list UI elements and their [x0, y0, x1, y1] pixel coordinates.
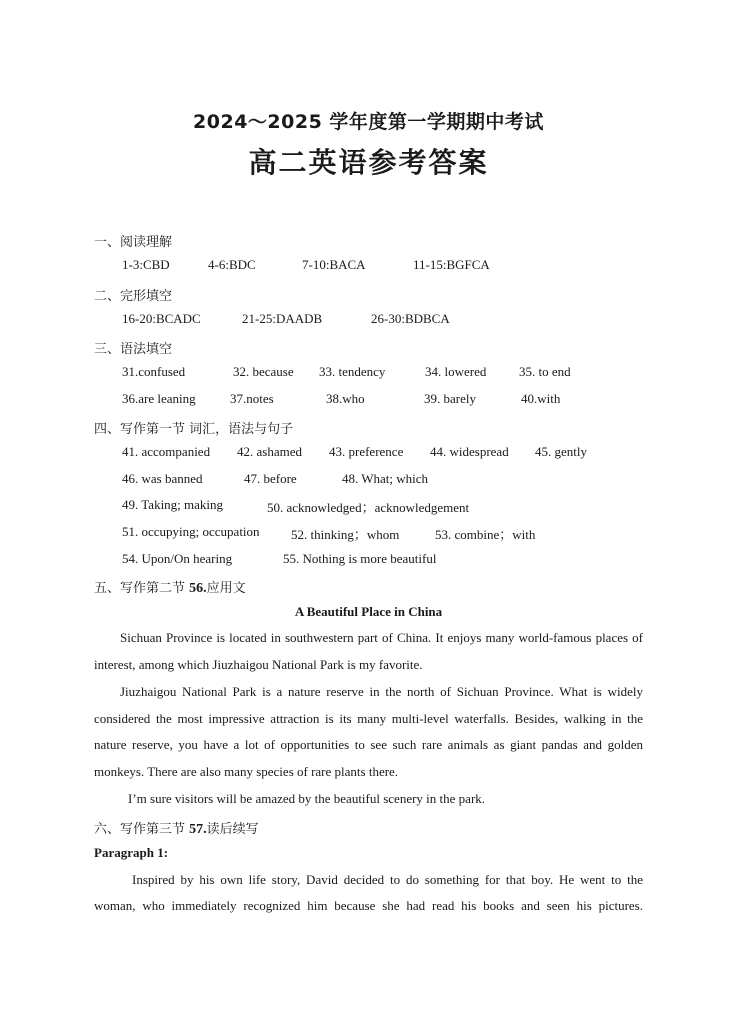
answer-row-grammar-1 — [0, 364, 737, 382]
heading-text: 应用文 — [206, 581, 246, 596]
answer-item: 26-30:BDBCA — [371, 311, 450, 326]
answer-item: 11-15:BGFCA — [413, 257, 490, 272]
heading-text: 读后续写 — [206, 822, 259, 837]
essay-title: A Beautiful Place in China — [294, 604, 443, 619]
answer-item: 44. widespread — [430, 444, 509, 459]
document-title: 高二英语参考答案 — [248, 146, 489, 179]
section-heading-writing-2 — [94, 577, 246, 597]
answer-item: 51. occupying; occupation — [122, 524, 260, 539]
answer-item: 54. Upon/On hearing — [122, 551, 233, 566]
answer-item: 39. barely — [424, 391, 476, 406]
answer-row-writing-3 — [0, 497, 737, 515]
answer-item: 42. ashamed — [237, 444, 302, 459]
answer-item: 47. before — [244, 471, 297, 486]
section-heading-writing-3 — [94, 818, 259, 838]
answer-row-reading — [0, 257, 737, 275]
paragraph-label: Paragraph 1: — [94, 845, 169, 860]
answer-item: 1-3:CBD — [122, 257, 170, 272]
heading-text: 五、写作第二节 — [94, 581, 190, 596]
answer-item: 46. was banned — [122, 471, 203, 486]
answer-item: 36.are leaning — [122, 391, 196, 406]
answer-item: 37.notes — [230, 391, 274, 406]
answer-item: 52. thinking；whom — [291, 527, 400, 542]
answer-item: 7-10:BACA — [302, 257, 366, 272]
answer-item: 43. preference — [329, 444, 404, 459]
continuation-line-1: Inspired by his own life story, David decided to do something for that boy. He went to the — [132, 872, 643, 887]
answer-item: 45. gently — [535, 444, 587, 459]
answer-item: 35. to end — [519, 364, 571, 379]
answer-row-writing-5 — [0, 551, 737, 569]
answer-row-writing-1 — [0, 444, 737, 462]
answer-item: 41. accompanied — [122, 444, 211, 459]
section-heading-writing-1: 四、写作第一节 词汇，语法与句子 — [94, 422, 294, 437]
exam-title: 2024～2025 学年度第一学期期中考试 — [193, 111, 544, 133]
answer-item: 50. acknowledged；acknowledgement — [267, 500, 470, 515]
answer-item: 49. Taking; making — [122, 497, 224, 512]
answer-row-grammar-2 — [0, 391, 737, 409]
continuation-line-2: woman, who immediately recognized him because she had read his books and seen his pictures. — [94, 898, 643, 913]
question-number: 56. — [189, 581, 207, 596]
answer-item: 48. What; which — [342, 471, 429, 486]
question-number: 57. — [189, 822, 207, 837]
answer-item: 34. lowered — [425, 364, 487, 379]
answer-item: 16-20:BCADC — [122, 311, 201, 326]
answer-item: 40.with — [521, 391, 561, 406]
essay-paragraph-1: Sichuan Province is located in southwestern part of China. It enjoys many world-famous places of interest, among which Jiuzhaigou National Park is my favorite. — [94, 630, 643, 672]
section-heading-cloze: 二、完形填空 — [94, 289, 173, 304]
essay-paragraph-3: I’m sure visitors will be amazed by the beautiful scenery in the park. — [128, 791, 486, 806]
heading-text: 六、写作第三节 — [94, 822, 190, 837]
answer-item: 53. combine；with — [435, 527, 536, 542]
answer-item: 38.who — [326, 391, 365, 406]
answer-item: 4-6:BDC — [208, 257, 256, 272]
essay-paragraph-2: Jiuzhaigou National Park is a nature reserve in the north of Sichuan Province. What is widely considered the most impressive attraction is its many multi-level waterfalls. Besides, walking in the nature reserve, you have a lot of opportunities to see such rare animals as giant pandas and golden monkeys. There are also many species of rare plants there. — [94, 684, 643, 779]
answer-row-cloze — [0, 311, 737, 329]
answer-item: 32. because — [233, 364, 294, 379]
answer-item: 33. tendency — [319, 364, 386, 379]
answer-row-writing-2 — [0, 471, 737, 489]
section-heading-reading: 一、阅读理解 — [94, 235, 173, 250]
answer-item: 21-25:DAADB — [242, 311, 323, 326]
section-heading-grammar: 三、语法填空 — [94, 342, 173, 357]
answer-item: 31.confused — [122, 364, 186, 379]
answer-item: 55. Nothing is more beautiful — [283, 551, 437, 566]
answer-row-writing-4 — [0, 524, 737, 542]
